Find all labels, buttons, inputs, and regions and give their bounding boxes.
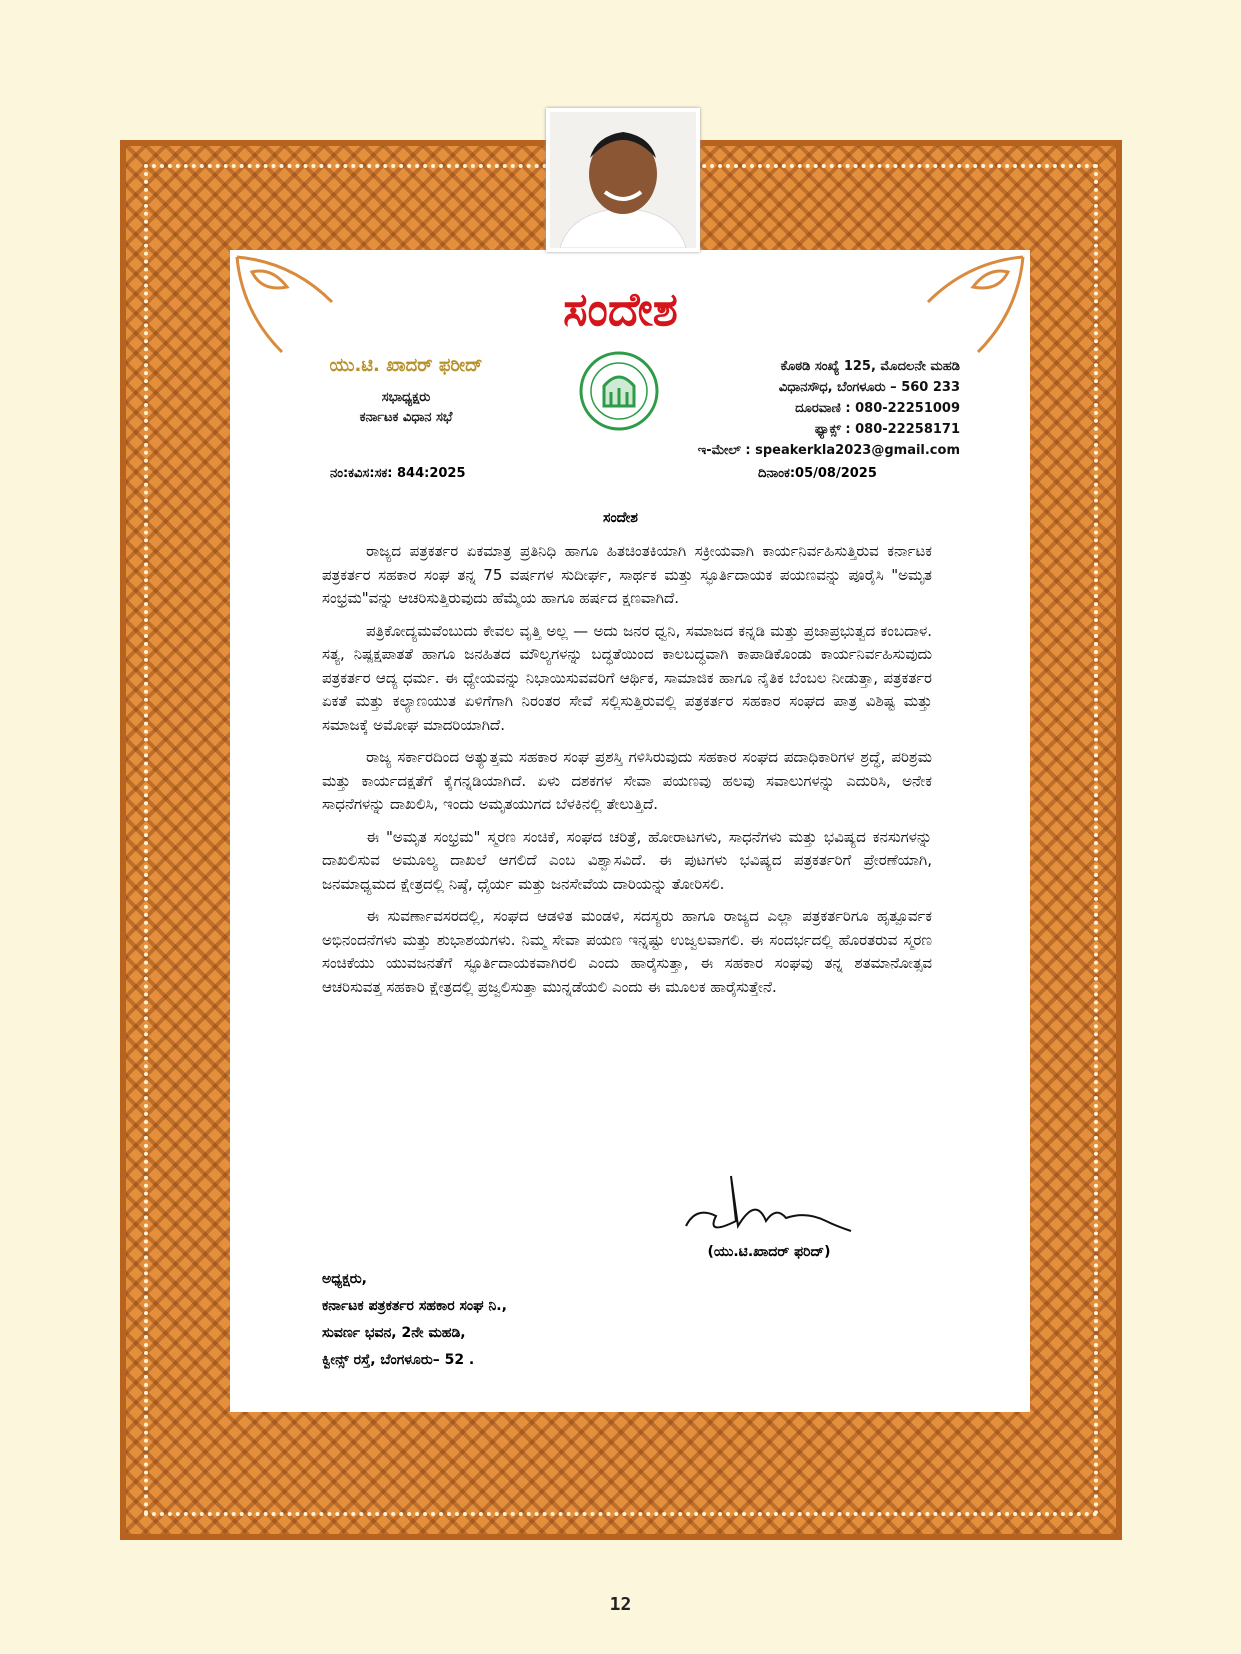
letter-date: ದಿನಾಂಕ:05/08/2025 bbox=[758, 466, 877, 481]
speaker-name-gold: ಯು.ಟಿ. ಖಾದರ್ ಫರೀದ್ bbox=[329, 355, 483, 376]
speaker-photo bbox=[546, 108, 700, 252]
letter-subject: ಸಂದೇಶ bbox=[603, 510, 638, 526]
paragraph-5: ಈ ಸುವರ್ಣಾವಸರದಲ್ಲಿ, ಸಂಘದ ಆಡಳಿತ ಮಂಡಳಿ, ಸದಸ್ಯರು ಹಾಗೂ ರಾಜ್ಯದ ಎಲ್ಲಾ ಪತ್ರಕರ್ತರಿಗೂ ಹೃತ್ಪೂರ್ವಕ ಅಭಿನಂದನೆಗಳು ಮತ್ತು ಶುಭಾಶಯಗಳು. ನಿಮ್ಮ ಸೇವಾ ಪಯಣ ಇನ್ನಷ್ಟು ಉಜ್ವಲವಾಗಲಿ. ಈ ಸಂದರ್ಭದಲ್ಲಿ ಹೊರತರುವ ಸ್ಮರಣ ಸಂಚಿಕೆಯು ಯುವಜನತೆಗೆ ಸ್ಫೂರ್ತಿದಾಯಕವಾಗಿರಲಿ ಎಂದು ಹಾರೈಸುತ್ತಾ, ಈ ಸಹಕಾರ ಸಂಘವು ತನ್ನ ಶತಮಾನೋತ್ಸವ ಆಚರಿಸುವತ್ತ ಸಹಕಾರಿ ಕ್ಷೇತ್ರದಲ್ಲಿ ಪ್ರಜ್ವಲಿಸುತ್ತಾ ಮುನ್ನಡೆಯಲಿ ಎಂದು ಈ ಮೂಲಕ ಹಾರೈಸುತ್ತೇನೆ. bbox=[322, 907, 932, 996]
recipient-line-2: ಕರ್ನಾಟಕ ಪತ್ರಕರ್ತರ ಸಹಕಾರ ಸಂಘ ನಿ., bbox=[322, 1298, 507, 1314]
paragraph-1: ರಾಜ್ಯದ ಪತ್ರಕರ್ತರ ಏಕಮಾತ್ರ ಪ್ರತಿನಿಧಿ ಹಾಗೂ ಹಿತಚಿಂತಕಿಯಾಗಿ ಸಕ್ರೀಯವಾಗಿ ಕಾರ್ಯನಿರ್ವಹಿಸುತ್ತಿರುವ ಕರ್ನಾಟಕ ಪತ್ರಕರ್ತರ ಸಹಕಾರ ಸಂಘ ತನ್ನ 75 ವರ್ಷಗಳ ಸುದೀರ್ಘ, ಸಾರ್ಥಕ ಮತ್ತು ಸ್ಫೂರ್ತಿದಾಯಕ ಪಯಣವನ್ನು ಪೂರೈಸಿ "ಅಮೃತ ಸಂಭ್ರಮ"ವನ್ನು ಆಚರಿಸುತ್ತಿರುವುದು ಹೆಮ್ಮೆಯ ಹಾಗೂ ಹರ್ಷದ ಕ್ಷಣವಾಗಿದೆ. bbox=[322, 542, 932, 607]
page-number: 12 bbox=[609, 1594, 632, 1615]
page-title: ಸಂದೇಶ bbox=[563, 282, 678, 336]
assembly-seal-icon bbox=[578, 350, 660, 432]
letterhead-right bbox=[690, 356, 960, 461]
email: ಇ-ಮೇಲ್ : speakerkla2023@gmail.com bbox=[697, 443, 960, 458]
recipient-line-4: ಕ್ವೀನ್ಸ್ ರಸ್ತೆ, ಬೆಂಗಳೂರು– 52 . bbox=[322, 1352, 475, 1368]
fax: ಫ್ಯಾಕ್ಸ್ : 080-22258171 bbox=[814, 422, 960, 437]
signature-icon bbox=[676, 1166, 856, 1246]
designation: ಸಭಾಧ್ಯಕ್ಷರು bbox=[381, 390, 431, 405]
address-line2: ವಿಧಾನಸೌಧ, ಬೆಂಗಳೂರು – 560 233 bbox=[778, 380, 960, 395]
recipient-address bbox=[322, 1266, 507, 1374]
office-name: ಕರ್ನಾಟಕ ವಿಧಾನ ಸಭೆ bbox=[359, 410, 453, 425]
paragraph-3: ರಾಜ್ಯ ಸರ್ಕಾರದಿಂದ ಅತ್ಯುತ್ತಮ ಸಹಕಾರ ಸಂಘ ಪ್ರಶಸ್ತಿ ಗಳಿಸಿರುವುದು ಸಹಕಾರ ಸಂಘದ ಪದಾಧಿಕಾರಿಗಳ ಶ್ರದ್ಧೆ, ಪರಿಶ್ರಮ ಮತ್ತು ಕಾರ್ಯದಕ್ಷತೆಗೆ ಕೈಗನ್ನಡಿಯಾಗಿದೆ. ಏಳು ದಶಕಗಳ ಸೇವಾ ಪಯಣವು ಹಲವು ಸವಾಲುಗಳನ್ನು ಎದುರಿಸಿ, ಅನೇಕ ಸಾಧನೆಗಳನ್ನು ದಾಖಲಿಸಿ, ಇಂದು ಅಮೃತಯುಗದ ಬೆಳಕಿನಲ್ಲಿ ತೇಲುತ್ತಿದೆ. bbox=[322, 748, 932, 813]
address-line1: ಕೊಠಡಿ ಸಂಖ್ಯೆ 125, ಮೊದಲನೇ ಮಹಡಿ bbox=[780, 359, 960, 374]
recipient-line-3: ಸುವರ್ಣ ಭವನ, 2ನೇ ಮಹಡಿ, bbox=[322, 1325, 466, 1341]
phone: ದೂರವಾಣಿ : 080-22251009 bbox=[795, 401, 960, 416]
letter-body bbox=[322, 540, 932, 1008]
signatory-name: (ಯು.ಟಿ.ಖಾದರ್ ಫರಿದ್) bbox=[707, 1244, 831, 1260]
letterhead-left bbox=[306, 356, 506, 428]
paragraph-4: ಈ "ಅಮೃತ ಸಂಭ್ರಮ" ಸ್ಮರಣ ಸಂಚಿಕೆ, ಸಂಘದ ಚರಿತ್ರೆ, ಹೋರಾಟಗಳು, ಸಾಧನೆಗಳು ಮತ್ತು ಭವಿಷ್ಯದ ಕನಸುಗಳನ್ನು ದಾಖಲಿಸುವ ಅಮೂಲ್ಯ ದಾಖಲೆ ಆಗಲಿದೆ ಎಂಬ ವಿಶ್ವಾಸವಿದೆ. ಈ ಪುಟಗಳು ಭವಿಷ್ಯದ ಪತ್ರಕರ್ತರಿಗೆ ಪ್ರೇರಣೆಯಾಗಿ, ಜನಮಾಧ್ಯಮದ ಕ್ಷೇತ್ರದಲ್ಲಿ ನಿಷ್ಠೆ, ಧೈರ್ಯ ಮತ್ತು ಜನಸೇವೆಯ ದಾರಿಯನ್ನು ತೋರಿಸಲಿ. bbox=[322, 827, 932, 893]
recipient-line-1: ಅಧ್ಯಕ್ಷರು, bbox=[322, 1271, 367, 1287]
reference-number: ನಂ:ಕವಿಸ:ಸಕ: 844:2025 bbox=[330, 466, 466, 481]
paragraph-2: ಪತ್ರಿಕೋದ್ಯಮವೆಂಬುದು ಕೇವಲ ವೃತ್ತಿ ಅಲ್ಲ — ಅದು ಜನರ ಧ್ವನಿ, ಸಮಾಜದ ಕನ್ನಡಿ ಮತ್ತು ಪ್ರಜಾಪ್ರಭುತ್ವದ ಕಂಬದಾಳ. ಸತ್ಯ, ನಿಷ್ಪಕ್ಷಪಾತತೆ ಹಾಗೂ ಜನಹಿತದ ಮೌಲ್ಯಗಳನ್ನು ಬದ್ಧತೆಯಿಂದ ಕಾಲಬದ್ಧವಾಗಿ ಕಾಪಾಡಿಕೊಂಡು ಕಾರ್ಯನಿರ್ವಹಿಸುವುದು ಪತ್ರಕರ್ತರ ಆದ್ಯ ಧರ್ಮ. ಈ ಧ್ಯೇಯವನ್ನು ನಿಭಾಯಿಸುವವರಿಗೆ ಆರ್ಥಿಕ, ಸಾಮಾಜಿಕ ಹಾಗೂ ನೈತಿಕ ಬೆಂಬಲ ನೀಡುತ್ತಾ, ಪತ್ರಕರ್ತರ ಏಕತೆ ಮತ್ತು ಕಲ್ಯಾಣಯುತ ಏಳಿಗೆಗಾಗಿ ನಿರಂತರ ಸೇವೆ ಸಲ್ಲಿಸುತ್ತಿರುವಲ್ಲಿ ಪತ್ರಕರ್ತರ ಸಹಕಾರ ಸಂಘದ ಪಾತ್ರ ವಿಶಿಷ್ಟ ಮತ್ತು ಸಮಾಜಕ್ಕೆ ಅಮೋಘ ಮಾದರಿಯಾಗಿದೆ. bbox=[322, 621, 932, 734]
